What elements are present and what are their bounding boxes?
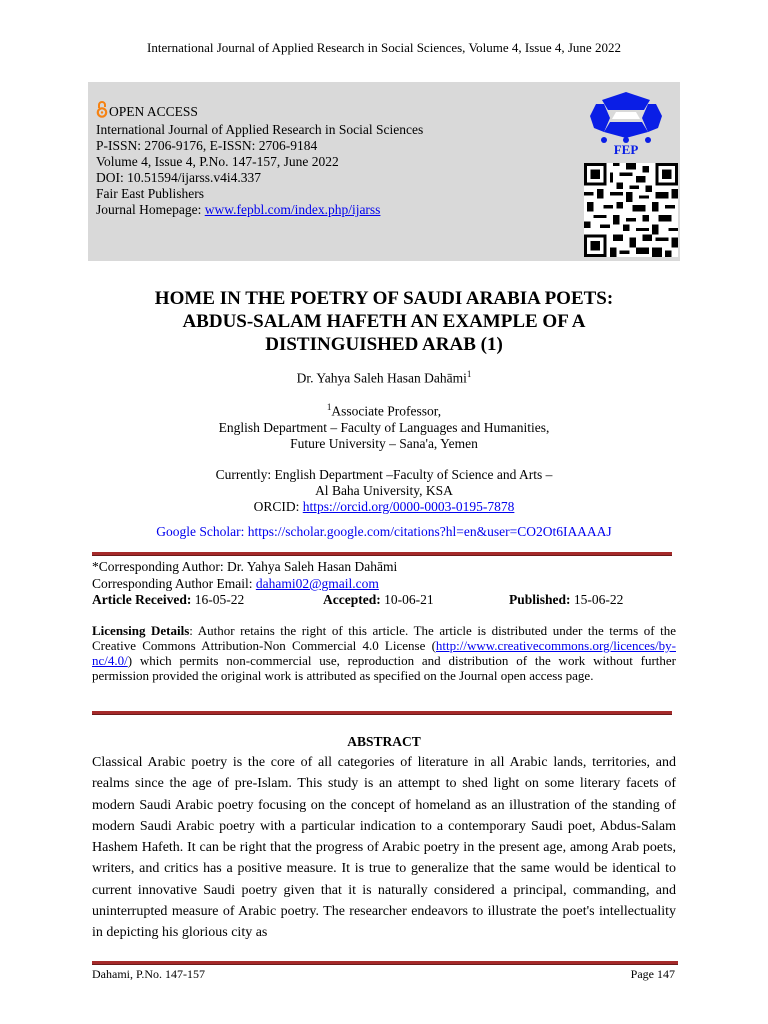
licensing-details	[92, 623, 676, 683]
accepted-date: Accepted: 10-06-21	[323, 592, 434, 607]
affiliation-department: English Department – Faculty of Languages and Humanities,	[218, 419, 550, 435]
author-name: Dr. Yahya Saleh Hasan Dahāmi	[296, 370, 467, 386]
journal-info	[96, 100, 423, 218]
abstract-heading: ABSTRACT	[347, 734, 421, 749]
qr-code[interactable]	[584, 163, 678, 257]
license-link[interactable]: http://www.creativecommons.org/licences/by-nc/4.0/	[92, 638, 676, 668]
homepage-link[interactable]: www.fepbl.com/index.php/ijarss	[204, 202, 381, 217]
open-access-icon	[96, 100, 108, 122]
open-access-label: OPEN ACCESS	[109, 104, 198, 119]
article-title	[88, 287, 680, 356]
journal-name: International Journal of Applied Research in Social Sciences	[96, 122, 424, 137]
published-date: Published: 15-06-22	[509, 592, 624, 607]
author-superscript: 1	[466, 369, 472, 379]
corresponding-author: *Corresponding Author: Dr. Yahya Saleh Hasan Dahāmi	[92, 559, 398, 574]
license-text-end: ) which permits non-commercial use, reproduction and distribution of the work without further permission provided the original work is attributed as specified on the Journal open access page.	[92, 653, 676, 683]
footer-page-number: Page 147	[630, 967, 675, 981]
volume-info: Volume 4, Issue 4, P.No. 147-157, June 2022	[96, 154, 339, 169]
fep-logo	[586, 88, 666, 158]
current-department: Currently: English Department –Faculty of Science and Arts –	[215, 467, 553, 482]
abstract-text: Classical Arabic poetry is the core of all categories of literature in all Arabic lands, territories, and realms since the age of pre-Islam. This study is an attempt to shed light on some literary facets of modern Saudi Arabic poetry focusing on the concept of homeland as an illustration of the standing of modern Saudi Arabic poetry with a particular indication to a contemporary Saudi poet, Abdus-Salam Hashem Hafeth. It can be right that the progress of Arabic poetry in the present age, among Arab poets, writers, and critics has a positive measure. It is true to generalize that the same would be identical to current innovative Saudi poetry given that it is naturally considered a principal, commanding, and uninterrupted measure of Arabic poetry. The researcher endeavors to illustrate the poet's intellectuality in depicting his glorious city as	[92, 755, 676, 941]
affiliation-title: Associate Professor,	[331, 403, 442, 419]
email-link[interactable]: dahami02@gmail.com	[255, 576, 379, 591]
current-university: Al Baha University, KSA	[315, 483, 453, 498]
homepage-label: Journal Homepage:	[96, 202, 205, 217]
affiliation-university: Future University – Sana'a, Yemen	[290, 435, 478, 451]
email-label: Corresponding Author Email:	[92, 576, 256, 591]
author-line	[88, 366, 680, 387]
google-scholar-link[interactable]: Google Scholar: https://scholar.google.com/citations?hl=en&user=CO2Ot6IAAAAJ	[156, 524, 612, 539]
publisher: Fair East Publishers	[96, 186, 204, 201]
footer-divider	[92, 961, 678, 965]
received-date: Article Received: 16-05-22	[92, 592, 245, 607]
article-title-line: ABDUS-SALAM HAFETH AN EXAMPLE OF A	[182, 311, 586, 332]
corresponding-email-line	[92, 576, 682, 592]
open-access-line	[96, 100, 423, 122]
divider	[92, 711, 672, 715]
doi: DOI: 10.51594/ijarss.v4i4.337	[96, 170, 261, 185]
orcid-label: ORCID:	[253, 499, 303, 514]
issn: P-ISSN: 2706-9176, E-ISSN: 2706-9184	[96, 138, 318, 153]
article-title-line: HOME IN THE POETRY OF SAUDI ARABIA POETS:	[154, 288, 614, 309]
affiliation	[88, 399, 680, 452]
license-text: : Author retains the right of this article. The article is distributed under the terms of the Creative Commons Attribution-Non Commercial 4.0 License (	[92, 623, 676, 653]
running-header: International Journal of Applied Research in Social Sciences, Volume 4, Issue 4, June 2022	[147, 40, 621, 55]
fep-logo-text: FEP	[613, 142, 639, 157]
current-affiliation	[88, 467, 680, 515]
affiliation-superscript: 1	[326, 402, 332, 412]
journal-homepage	[96, 202, 423, 218]
orcid-link[interactable]: https://orcid.org/0000-0003-0195-7878	[302, 499, 515, 514]
article-title-line: DISTINGUISHED ARAB (1)	[265, 334, 503, 355]
footer-page-range: Dahami, P.No. 147-157	[92, 967, 205, 981]
license-label: Licensing Details	[92, 623, 190, 638]
divider	[92, 552, 672, 556]
orcid-line	[88, 499, 680, 515]
